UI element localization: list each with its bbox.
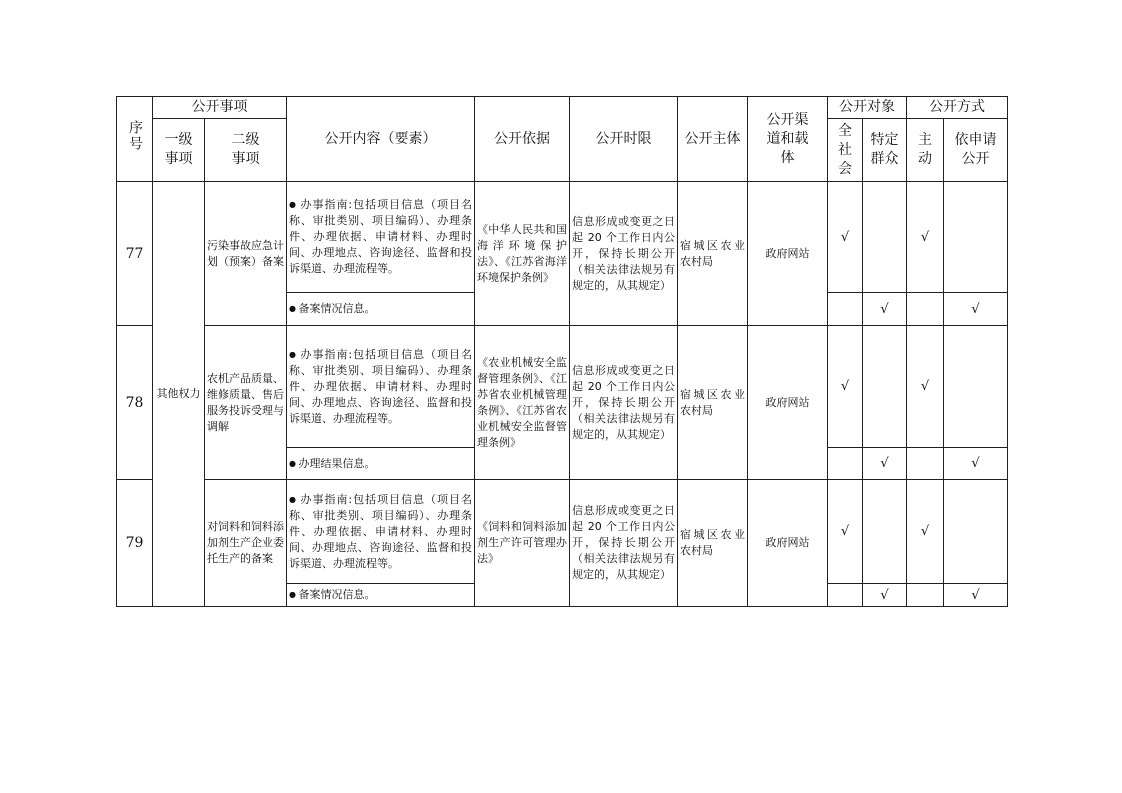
bullet-icon xyxy=(289,198,301,211)
bullet-icon xyxy=(289,302,299,315)
time-limit-text: 信息形成或变更之日起 20 个工作日内公开，保持长期公开（相关法律法规另有规定的，从其规定） xyxy=(570,326,678,480)
bullet-icon xyxy=(289,457,299,470)
empty-cell xyxy=(944,182,1008,293)
header-active: 主动 xyxy=(907,119,944,182)
row-seq: 78 xyxy=(117,326,153,480)
check-mark: √ xyxy=(828,182,863,293)
header-subject: 公开主体 xyxy=(678,97,748,182)
empty-cell xyxy=(828,448,863,480)
subject-text: 宿城区农业农村局 xyxy=(678,182,748,326)
content-sub: ● 备案情况信息。 xyxy=(287,584,475,607)
header-channel: 公开渠道和载体 xyxy=(748,97,828,182)
basis-text: 《中华人民共和国海洋环境保护法》、《江苏省海洋环境保护条例》 xyxy=(475,182,570,326)
content-main: ● 办事指南:包括项目信息（项目名称、审批类别、项目编码）、办理条件、办理依据、申请材料、办理时间、办理地点、咨询途径、监督和投诉渠道、办理流程等。 xyxy=(287,480,475,584)
header-level1: 一级事项 xyxy=(153,119,205,182)
header-content: 公开内容（要素） xyxy=(287,97,475,182)
table-row xyxy=(117,182,1008,293)
level2-item: 农机产品质量、维修质量、售后服务投诉受理与调解 xyxy=(205,326,287,480)
header-items: 公开事项 xyxy=(153,97,287,119)
bullet-icon xyxy=(289,588,299,601)
check-mark: √ xyxy=(907,182,944,293)
disclosure-table xyxy=(116,96,1008,607)
check-mark: √ xyxy=(944,293,1008,326)
basis-text: 《农业机械安全监督管理条例》、《江苏省农业机械管理条例》、《江苏省农业机械安全监督管理条例》 xyxy=(475,326,570,480)
header-level2: 二级事项 xyxy=(205,119,287,182)
subject-text: 宿城区农业农村局 xyxy=(678,326,748,480)
header-on-request: 依申请公开 xyxy=(944,119,1008,182)
check-mark: √ xyxy=(863,584,907,607)
empty-cell xyxy=(863,326,907,448)
content-sub: ● 办理结果信息。 xyxy=(287,448,475,480)
header-method: 公开方式 xyxy=(907,97,1008,119)
row-seq: 77 xyxy=(117,182,153,326)
table-row xyxy=(117,480,1008,584)
empty-cell xyxy=(944,480,1008,584)
check-mark: √ xyxy=(907,480,944,584)
header-time-limit: 公开时限 xyxy=(570,97,678,182)
empty-cell xyxy=(863,480,907,584)
check-mark: √ xyxy=(944,448,1008,480)
header-target: 公开对象 xyxy=(828,97,907,119)
header-seq: 序号 xyxy=(117,97,153,182)
check-mark: √ xyxy=(828,326,863,448)
table-row xyxy=(117,326,1008,448)
check-mark: √ xyxy=(944,584,1008,607)
check-mark: √ xyxy=(907,326,944,448)
empty-cell xyxy=(907,293,944,326)
level1-item: 其他权力 xyxy=(153,182,205,607)
channel-text: 政府网站 xyxy=(748,182,828,326)
empty-cell xyxy=(907,584,944,607)
check-mark: √ xyxy=(828,480,863,584)
check-mark: √ xyxy=(863,293,907,326)
empty-cell xyxy=(828,584,863,607)
level2-item: 对饲料和饲料添加剂生产企业委托生产的备案 xyxy=(205,480,287,607)
content-main: ● 办事指南:包括项目信息（项目名称、审批类别、项目编码）、办理条件、办理依据、申请材料、办理时间、办理地点、咨询途径、监督和投诉渠道、办理流程等。 xyxy=(287,326,475,448)
content-sub: ● 备案情况信息。 xyxy=(287,293,475,326)
empty-cell xyxy=(863,182,907,293)
content-main: ● 办事指南:包括项目信息（项目名称、审批类别、项目编码）、办理条件、办理依据、申请材料、办理时间、办理地点、咨询途径、监督和投诉渠道、办理流程等。 xyxy=(287,182,475,293)
row-seq: 79 xyxy=(117,480,153,607)
empty-cell xyxy=(907,448,944,480)
header-specific-public: 特定群众 xyxy=(863,119,907,182)
channel-text: 政府网站 xyxy=(748,326,828,480)
bullet-icon xyxy=(289,493,301,506)
bullet-icon xyxy=(289,348,301,361)
check-mark: √ xyxy=(863,448,907,480)
level2-item: 污染事故应急计划（预案）备案 xyxy=(205,182,287,326)
header-whole-society: 全社会 xyxy=(828,119,863,182)
time-limit-text: 信息形成或变更之日起 20 个工作日内公开，保持长期公开（相关法律法规另有规定的，从其规定） xyxy=(570,182,678,326)
channel-text: 政府网站 xyxy=(748,480,828,607)
subject-text: 宿城区农业农村局 xyxy=(678,480,748,607)
time-limit-text: 信息形成或变更之日起 20 个工作日内公开，保持长期公开（相关法律法规另有规定的，从其规定） xyxy=(570,480,678,607)
empty-cell xyxy=(944,326,1008,448)
header-basis: 公开依据 xyxy=(475,97,570,182)
basis-text: 《饲料和饲料添加剂生产许可管理办法》 xyxy=(475,480,570,607)
empty-cell xyxy=(828,293,863,326)
